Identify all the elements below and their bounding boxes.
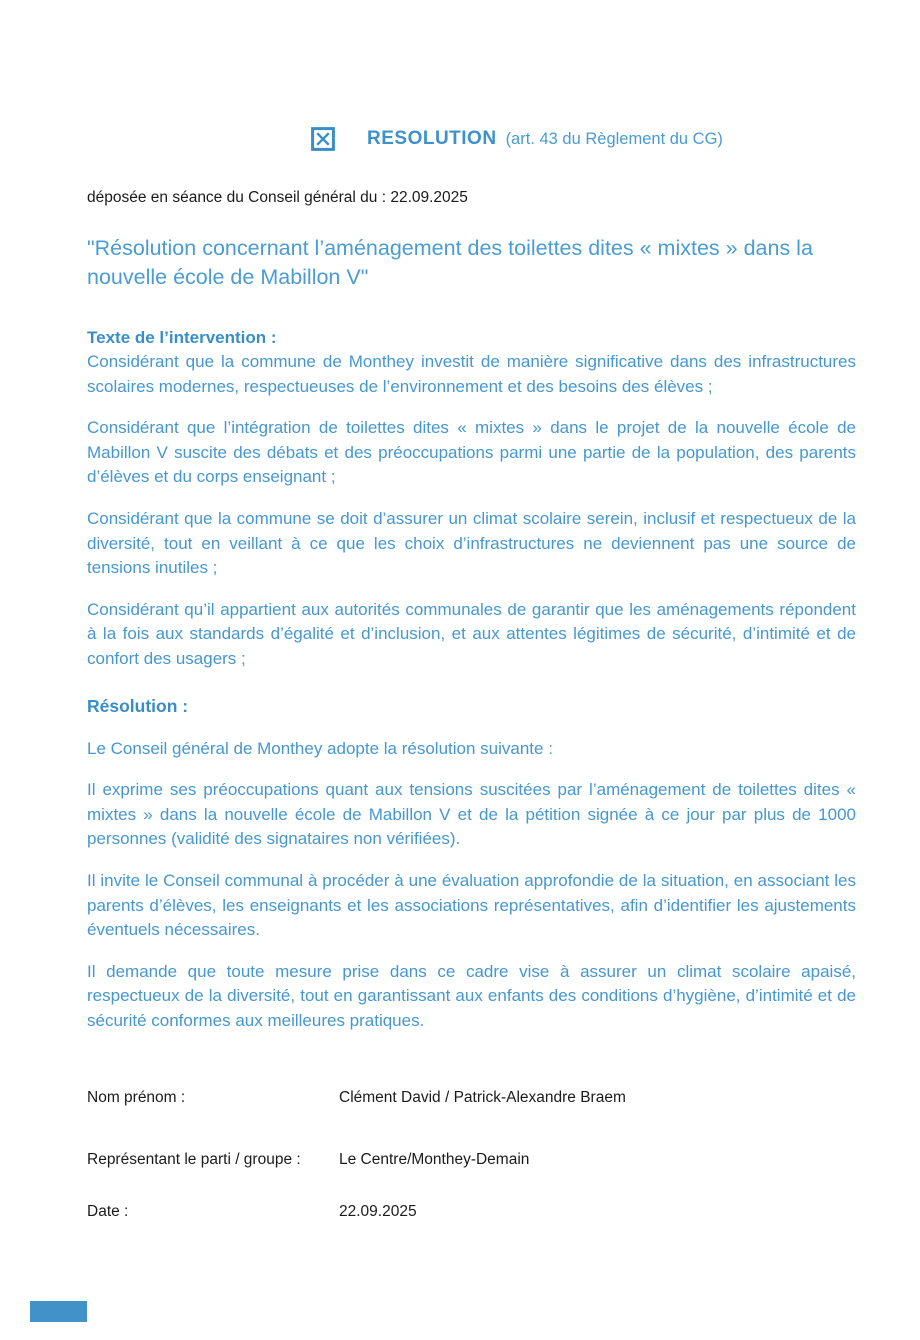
- signature-block: [87, 1089, 856, 1221]
- name-field-value: Clément David / Patrick-Alexandre Braem: [339, 1089, 626, 1107]
- resolution-checked-checkbox-icon[interactable]: [311, 127, 335, 151]
- intervention-paragraph: Considérant que l’intégration de toilettes dites « mixtes » dans le projet de la nouvelle école de Mabillon V suscite des débats et des préoccupations parmi une partie de la population, des parents d’élèves et du corps enseignant ;: [87, 418, 856, 487]
- intervention-paragraph: Considérant que la commune se doit d’assurer un climat scolaire serein, inclusif et respectueux de la diversité, tout en veillant à ce que les choix d’infrastructures ne deviennent pas une source de tensions inutiles ;: [87, 508, 856, 578]
- resolution-section-heading: Résolution :: [87, 695, 189, 716]
- party-field-value: Le Centre/Monthey-Demain: [339, 1151, 530, 1169]
- resolution-paragraph: Il exprime ses préoccupations quant aux tensions suscitées par l’aménagement de toilettes dites « mixtes » dans la nouvelle école de Mabillon V et de la pétition signée à ce jour par plus de 1000 personnes (validité des signataires non vérifiées).: [87, 780, 856, 849]
- resolution-intro-line: Le Conseil général de Monthey adopte la résolution suivante :: [87, 738, 553, 758]
- resolution-paragraph: Il invite le Conseil communal à procéder à une évaluation approfondie de la situation, en associant les parents d’élèves, les enseignants et les associations représentatives, afin d’identifier les ajustements éventuels nécessaires.: [87, 870, 856, 940]
- document-header: [311, 125, 856, 153]
- document-type-subtitle: (art. 43 du Règlement du CG): [505, 129, 723, 148]
- signature-row-party: [87, 1151, 856, 1169]
- deposit-date-line: déposée en séance du Conseil général du : 22.09.2025: [87, 189, 468, 206]
- party-field-label: Représentant le parti / groupe :: [87, 1151, 301, 1169]
- resolution-paragraph: Il demande que toute mesure prise dans ce cadre vise à assurer un climat scolaire apaisé, respectueux de la diversité, tout en garantissant aux enfants des conditions d’hygiène, d’intimité et de sécurité conformes aux meilleures pratiques.: [87, 961, 856, 1030]
- date-field-value: 22.09.2025: [339, 1203, 417, 1221]
- date-field-label: Date :: [87, 1203, 129, 1221]
- signature-row-name: [87, 1089, 856, 1107]
- footer-page-marker: [30, 1301, 87, 1322]
- resolution-title: "Résolution concernant l’aménagement des toilettes dites « mixtes » dans la nouvelle école de Mabillon V": [87, 236, 813, 289]
- intervention-paragraph: Considérant qu’il appartient aux autorités communales de garantir que les aménagements répondent à la fois aux standards d’égalité et d’inclusion, et aux attentes légitimes de sécurité, d’intimité et de confort des usagers ;: [87, 599, 856, 668]
- document-type-title: RESOLUTION: [367, 128, 497, 149]
- signature-row-date: [87, 1203, 856, 1221]
- intervention-section-heading: Texte de l’intervention :: [87, 328, 277, 347]
- name-field-label: Nom prénom :: [87, 1089, 186, 1107]
- intervention-paragraph: Considérant que la commune de Monthey investit de manière significative dans des infrastructures scolaires modernes, respectueuses de l’environnement et des besoins des élèves ;: [87, 352, 856, 396]
